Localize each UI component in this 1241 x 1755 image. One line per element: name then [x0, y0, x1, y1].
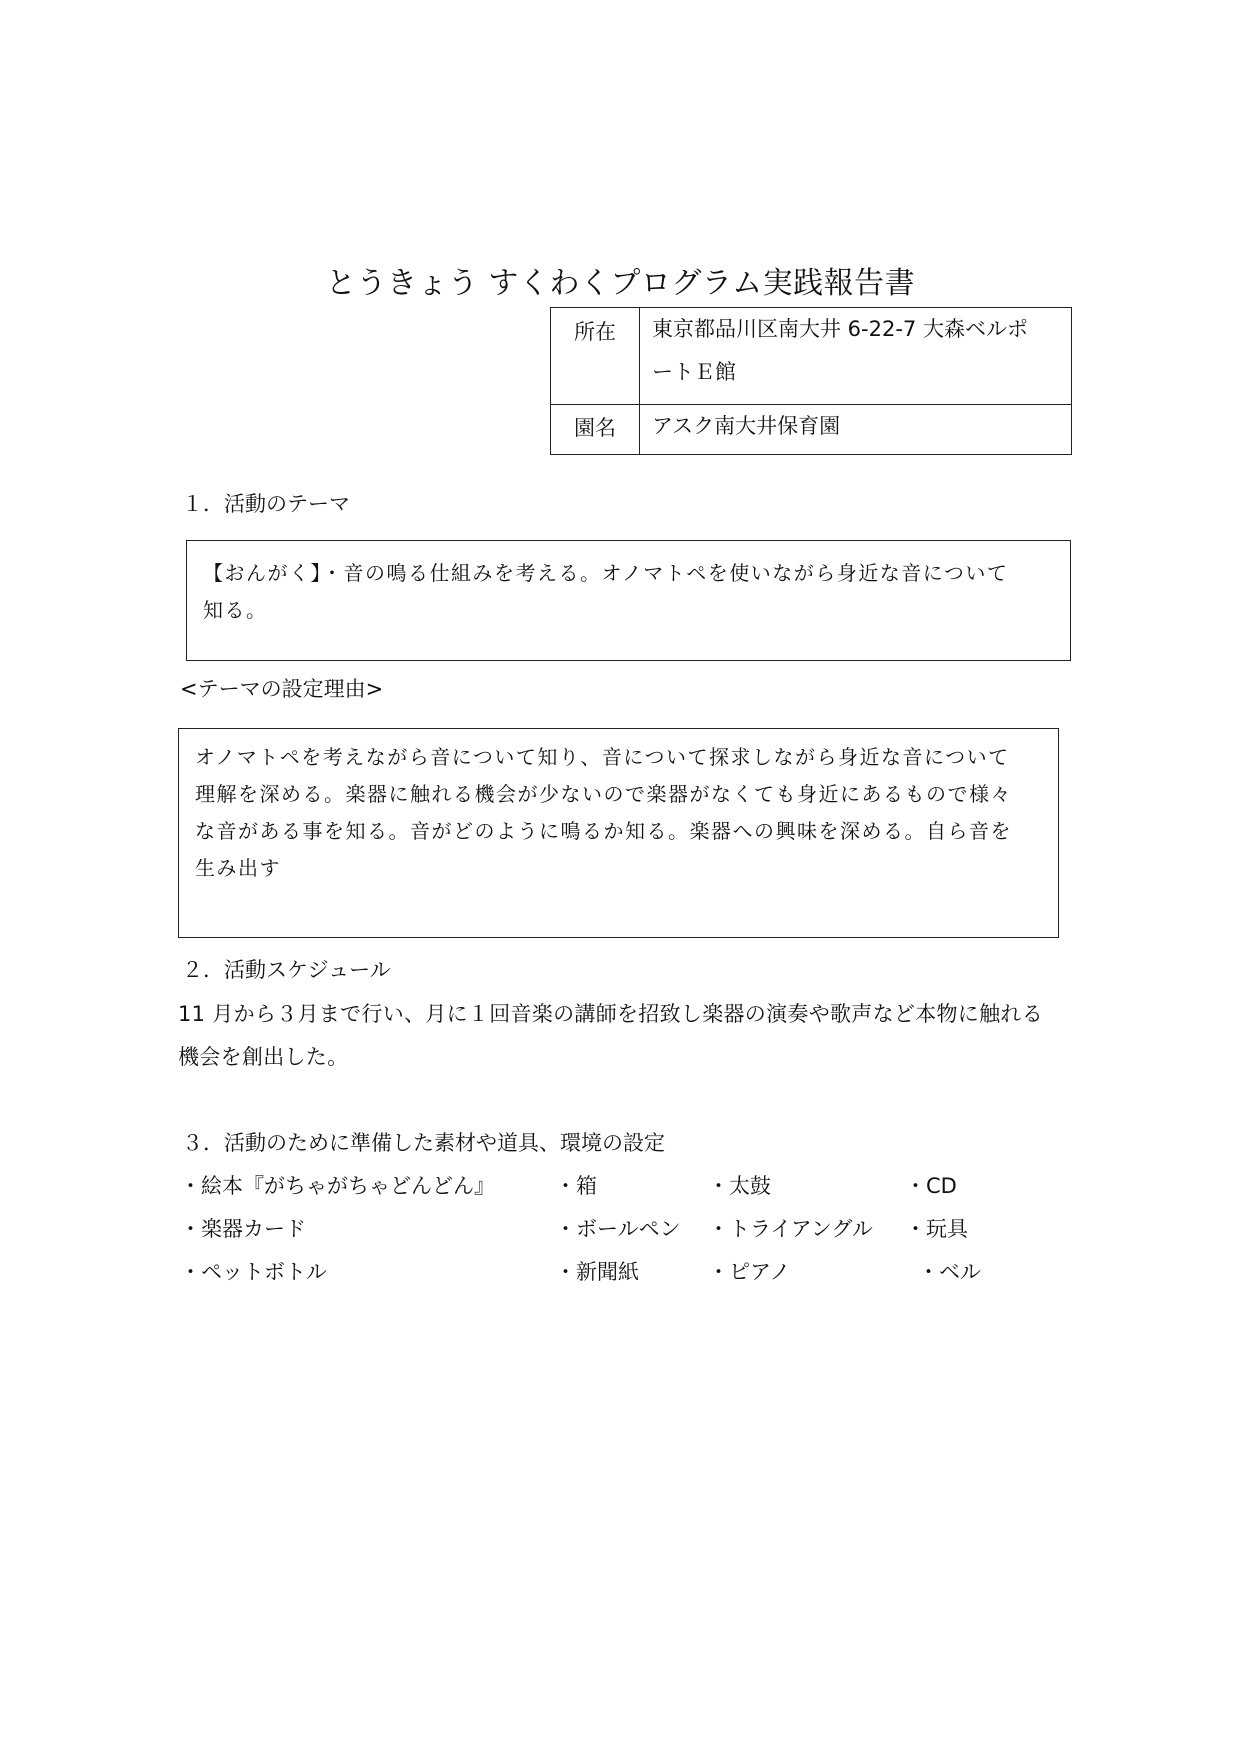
material-item: ・CD [905, 1174, 957, 1198]
location-label: 所在 [551, 308, 640, 405]
theme-line2: 知る。 [203, 598, 268, 622]
material-item: ・太鼓 [708, 1174, 771, 1198]
schedule-line1: 11 月から３月まで行い、月に１回音楽の講師を招致し楽器の演奏や歌声など本物に触れる [178, 1002, 1043, 1026]
name-value: アスク南大井保育園 [640, 405, 1072, 455]
section1-heading: １．活動のテーマ [182, 492, 350, 516]
material-item: ・ピアノ [708, 1260, 791, 1284]
material-item: ・新聞紙 [555, 1260, 639, 1284]
material-item: ・トライアングル [708, 1217, 873, 1241]
location-value-line1: 東京都品川区南大井 6-22-7 大森ベルポ [652, 317, 1028, 341]
page-title: とうきょう すくわくプログラム実践報告書 [325, 266, 916, 301]
material-item: ・楽器カード [180, 1217, 306, 1241]
section2-heading: ２．活動スケジュール [182, 958, 391, 982]
theme-line1: 【おんがく】・音の鳴る仕組みを考える。オノマトペを使いながら身近な音について [203, 561, 1009, 585]
reason-line: 理解を深める。楽器に触れる機会が少ないので楽器がなくても身近にあるもので様々 [195, 782, 1012, 806]
reason-line: オノマトペを考えながら音について知り、音について探求しながら身近な音について [195, 745, 1010, 769]
theme-box [186, 540, 1071, 661]
info-table [550, 307, 1072, 455]
material-item: ・絵本『がちゃがちゃどんどん』 [180, 1174, 495, 1198]
name-label: 園名 [551, 405, 640, 455]
material-item: ・ペットボトル [180, 1260, 327, 1284]
location-row [551, 308, 1072, 405]
material-item: ・玩具 [905, 1217, 968, 1241]
material-item: ・箱 [555, 1174, 597, 1198]
reason-box [178, 728, 1059, 938]
location-value-line2: ートＥ館 [652, 360, 736, 384]
section3-heading: ３．活動のために準備した素材や道具、環境の設定 [182, 1131, 665, 1155]
location-value [640, 308, 1072, 405]
reason-line: 生み出す [195, 856, 281, 880]
reason-heading: <テーマの設定理由> [180, 677, 384, 701]
schedule-line2: 機会を創出した。 [178, 1045, 349, 1069]
reason-line: な音がある事を知る。音がどのように鳴るか知る。楽器への興味を深める。自ら音を [195, 819, 1012, 843]
material-item: ・ボールペン [555, 1217, 681, 1241]
name-row [551, 405, 1072, 455]
schedule-paragraph [178, 993, 1078, 1079]
material-item: ・ベル [918, 1260, 981, 1284]
